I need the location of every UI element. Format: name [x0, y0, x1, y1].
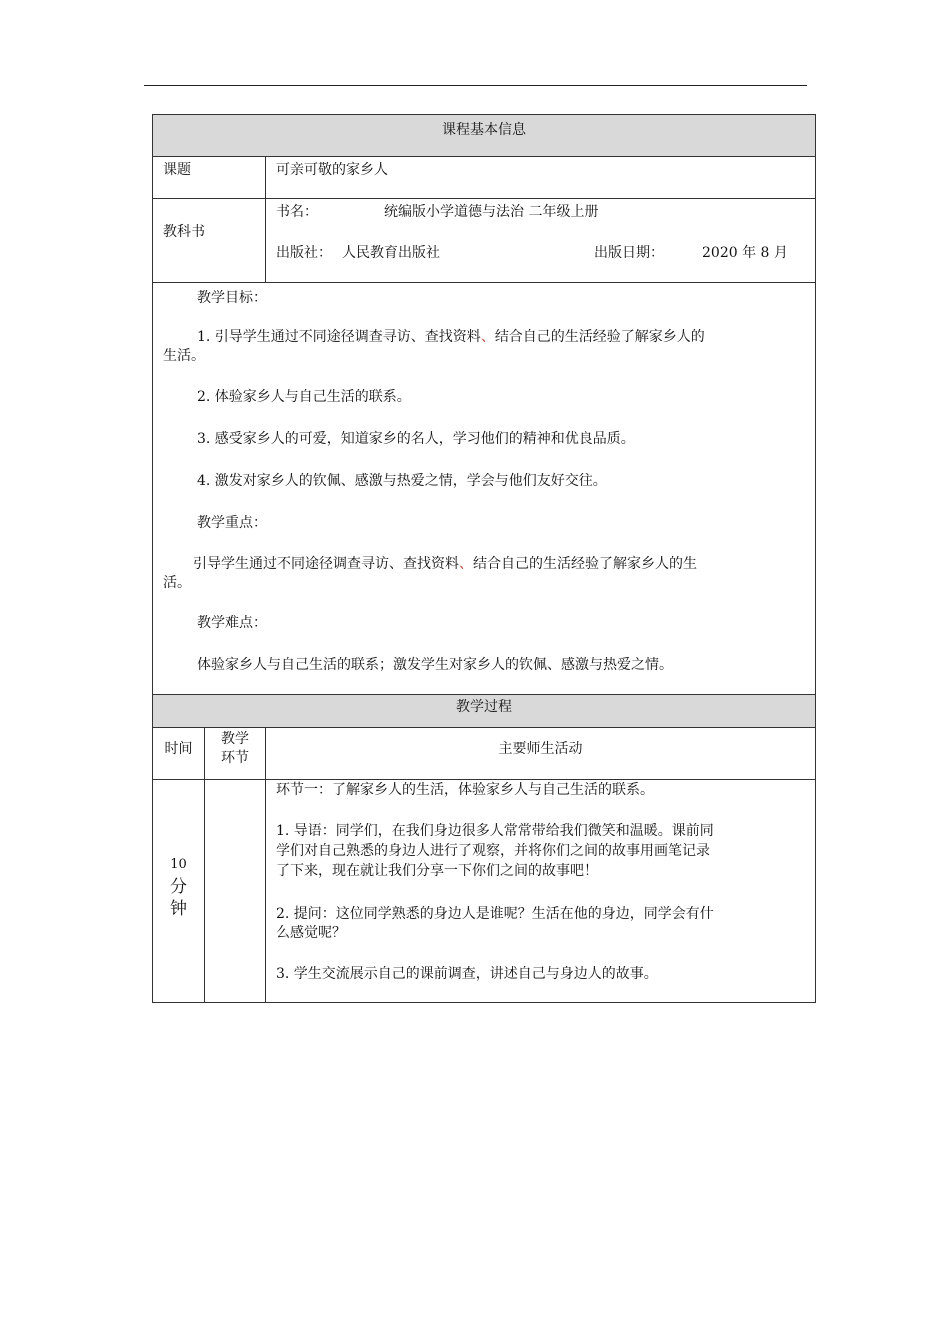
- row-stage-cell: [204, 779, 266, 1003]
- key-point-line-2: 活。: [163, 575, 191, 591]
- difficulty-text: 体验家乡人与自己生活的联系；激发学生对家乡人的钦佩、感激与热爱之情。: [197, 657, 673, 673]
- activity-1-line-1: 1. 导语：同学们，在我们身边很多人常常带给我们微笑和温暖。课前同: [276, 823, 714, 839]
- row-time-cell: [152, 779, 205, 1003]
- activity-stage-title: 环节一：了解家乡人的生活，体验家乡人与自己生活的联系。: [276, 782, 654, 798]
- pub-date-label: 出版日期：: [594, 245, 664, 261]
- key-points-title: 教学重点：: [197, 515, 267, 531]
- textbook-label: 教科书: [163, 224, 205, 240]
- key-point-line-1: [193, 554, 697, 574]
- pub-date-value: 2020 年 8 月: [702, 245, 788, 261]
- col-activity-header: [265, 727, 816, 780]
- key-point-part-a: 引导学生通过不同途径调查寻访、查找资料: [193, 556, 459, 572]
- goals-cell: [152, 282, 816, 695]
- activity-1-line-3: 了下来，现在就让我们分享一下你们之间的故事吧！: [276, 863, 598, 879]
- goal-1-separator: 、: [480, 329, 495, 345]
- activity-2-line-2: 么感觉呢？: [276, 925, 346, 941]
- goal-1-line-1: [197, 327, 705, 347]
- col-time-header: [152, 727, 205, 780]
- time-number: 10: [170, 857, 187, 872]
- goal-1-part-b: 结合自己的生活经验了解家乡人的: [494, 329, 705, 345]
- col-activity-label: 主要师生活动: [498, 741, 583, 757]
- activity-3: 3. 学生交流展示自己的课前调查，讲述自己与身边人的故事。: [276, 966, 658, 982]
- col-time-label: 时间: [164, 741, 193, 757]
- key-point-separator: 、: [459, 556, 473, 572]
- goal-1-line-2: 生活。: [163, 348, 205, 364]
- key-point-part-b: 结合自己的生活经验了解家乡人的生: [473, 556, 697, 572]
- textbook-value-cell: [265, 198, 816, 283]
- activity-1-line-2: 学们对自己熟悉的身边人进行了观察，并将你们之间的故事用画笔记录: [276, 843, 710, 859]
- topic-label-cell: [152, 156, 266, 199]
- col-stage-label-2: 环节: [221, 750, 249, 766]
- goal-3: 3. 感受家乡人的可爱，知道家乡的名人，学习他们的精神和优良品质。: [197, 431, 635, 447]
- col-stage-header: [204, 727, 266, 780]
- book-name-label: 书名：: [276, 204, 318, 220]
- topic-label: 课题: [163, 162, 191, 178]
- basic-info-header: [152, 114, 816, 157]
- book-name-value: 统编版小学道德与法治 二年级上册: [384, 204, 599, 220]
- activity-2-line-1: 2. 提问：这位同学熟悉的身边人是谁呢？生活在他的身边，同学会有什: [276, 906, 714, 922]
- time-unit-1: 分: [170, 877, 187, 897]
- page-header-rule: [144, 85, 807, 86]
- publisher-value: 人民教育出版社: [342, 245, 440, 261]
- topic-value-cell: [265, 156, 816, 199]
- difficulty-title: 教学难点：: [197, 615, 267, 631]
- goal-4: 4. 激发对家乡人的钦佩、感激与热爱之情，学会与他们友好交往。: [197, 473, 607, 489]
- goals-title: 教学目标：: [197, 290, 267, 306]
- row-activity-cell: [265, 779, 816, 1003]
- process-header: [152, 694, 816, 728]
- goal-2: 2. 体验家乡人与自己生活的联系。: [197, 389, 411, 405]
- process-header-text: 教学过程: [456, 699, 512, 715]
- time-unit-2: 钟: [170, 899, 187, 919]
- publisher-label: 出版社：: [276, 245, 332, 261]
- textbook-label-cell: [152, 198, 266, 283]
- basic-info-header-text: 课程基本信息: [442, 122, 526, 138]
- col-stage-label-1: 教学: [221, 731, 249, 747]
- goal-1-part-a: 1. 引导学生通过不同途径调查寻访、查找资料: [197, 329, 481, 345]
- topic-value: 可亲可敬的家乡人: [276, 162, 388, 178]
